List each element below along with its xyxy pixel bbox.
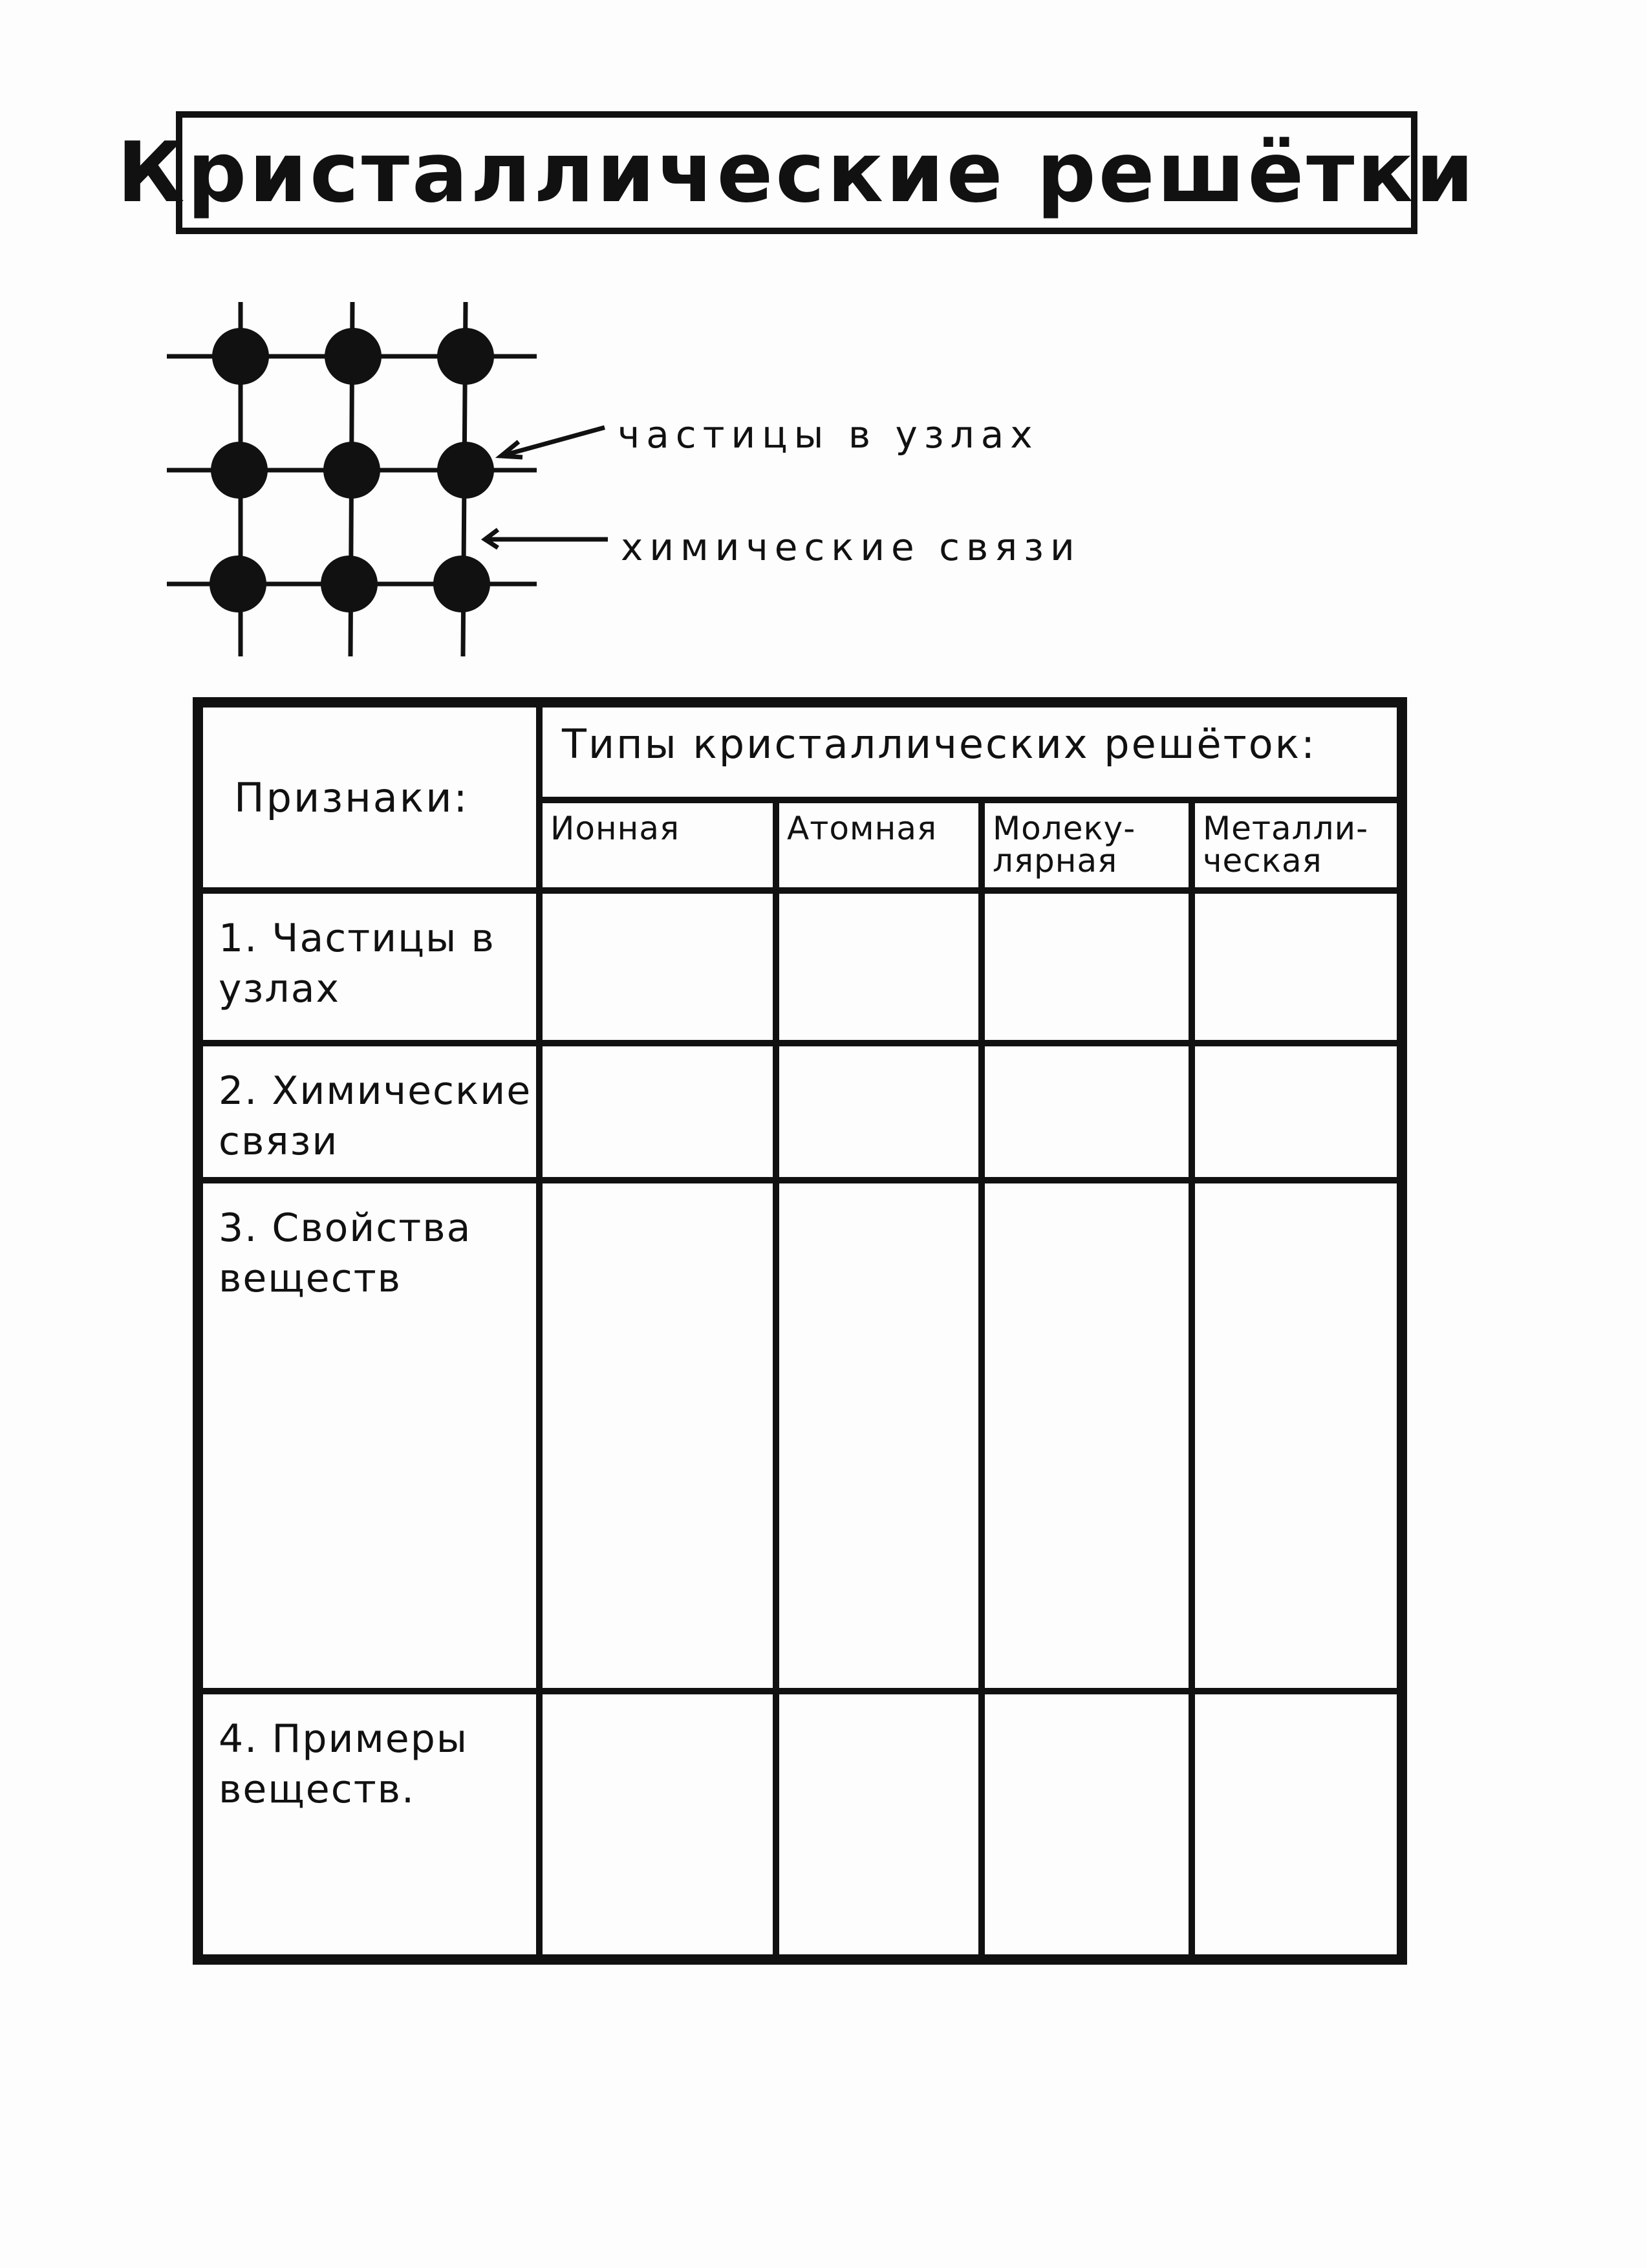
- crystal-lattice-diagram: [162, 294, 627, 669]
- lattice-particle: [211, 442, 268, 499]
- table-cell[interactable]: [982, 1043, 1192, 1180]
- lattice-particle: [210, 556, 266, 612]
- label-particles-in-nodes: частицы в узлах: [618, 413, 1039, 457]
- row-label-particles: 1. Частицы в узлах: [203, 891, 539, 1043]
- header-signs: Признаки:: [203, 707, 539, 891]
- table-cell[interactable]: [982, 891, 1192, 1043]
- lattice-particle: [437, 442, 494, 499]
- table-cell[interactable]: [776, 891, 982, 1043]
- table-cell[interactable]: [776, 1180, 982, 1691]
- table-cell[interactable]: [539, 1043, 776, 1180]
- row-label-chemical-bonds: 2. Химические связи: [203, 1043, 539, 1180]
- header-lattice-types: Типы кристаллических решёток:: [539, 707, 1397, 800]
- page-title: Кристаллические решётки: [117, 124, 1476, 221]
- lattice-particle: [321, 556, 378, 612]
- table-cell[interactable]: [1192, 1691, 1397, 1954]
- column-header-ionic: Ионная: [539, 800, 776, 891]
- title-box: [117, 111, 1476, 234]
- lattice-particle: [437, 328, 494, 385]
- column-header-atomic: Атомная: [776, 800, 982, 891]
- table-cell[interactable]: [776, 1691, 982, 1954]
- lattice-types-table: [193, 697, 1407, 1965]
- row-label-substance-examples: 4. Примеры веществ.: [203, 1691, 539, 1954]
- table-cell[interactable]: [539, 1180, 776, 1691]
- table-cell[interactable]: [1192, 1043, 1397, 1180]
- lattice-particle: [212, 328, 269, 385]
- table-cell[interactable]: [982, 1180, 1192, 1691]
- lattice-particle: [325, 328, 382, 385]
- column-header-metallic: Металли-ческая: [1192, 800, 1397, 891]
- column-header-molecular: Молеку-лярная: [982, 800, 1192, 891]
- table-cell[interactable]: [982, 1691, 1192, 1954]
- table-cell[interactable]: [1192, 1180, 1397, 1691]
- lattice-particle: [323, 442, 380, 499]
- row-label-substance-properties: 3. Свойства веществ: [203, 1180, 539, 1691]
- table-cell[interactable]: [539, 1691, 776, 1954]
- table-cell[interactable]: [1192, 891, 1397, 1043]
- lattice-particle: [433, 556, 490, 612]
- table-cell[interactable]: [539, 891, 776, 1043]
- table-cell[interactable]: [776, 1043, 982, 1180]
- label-chemical-bonds: химические связи: [621, 525, 1081, 569]
